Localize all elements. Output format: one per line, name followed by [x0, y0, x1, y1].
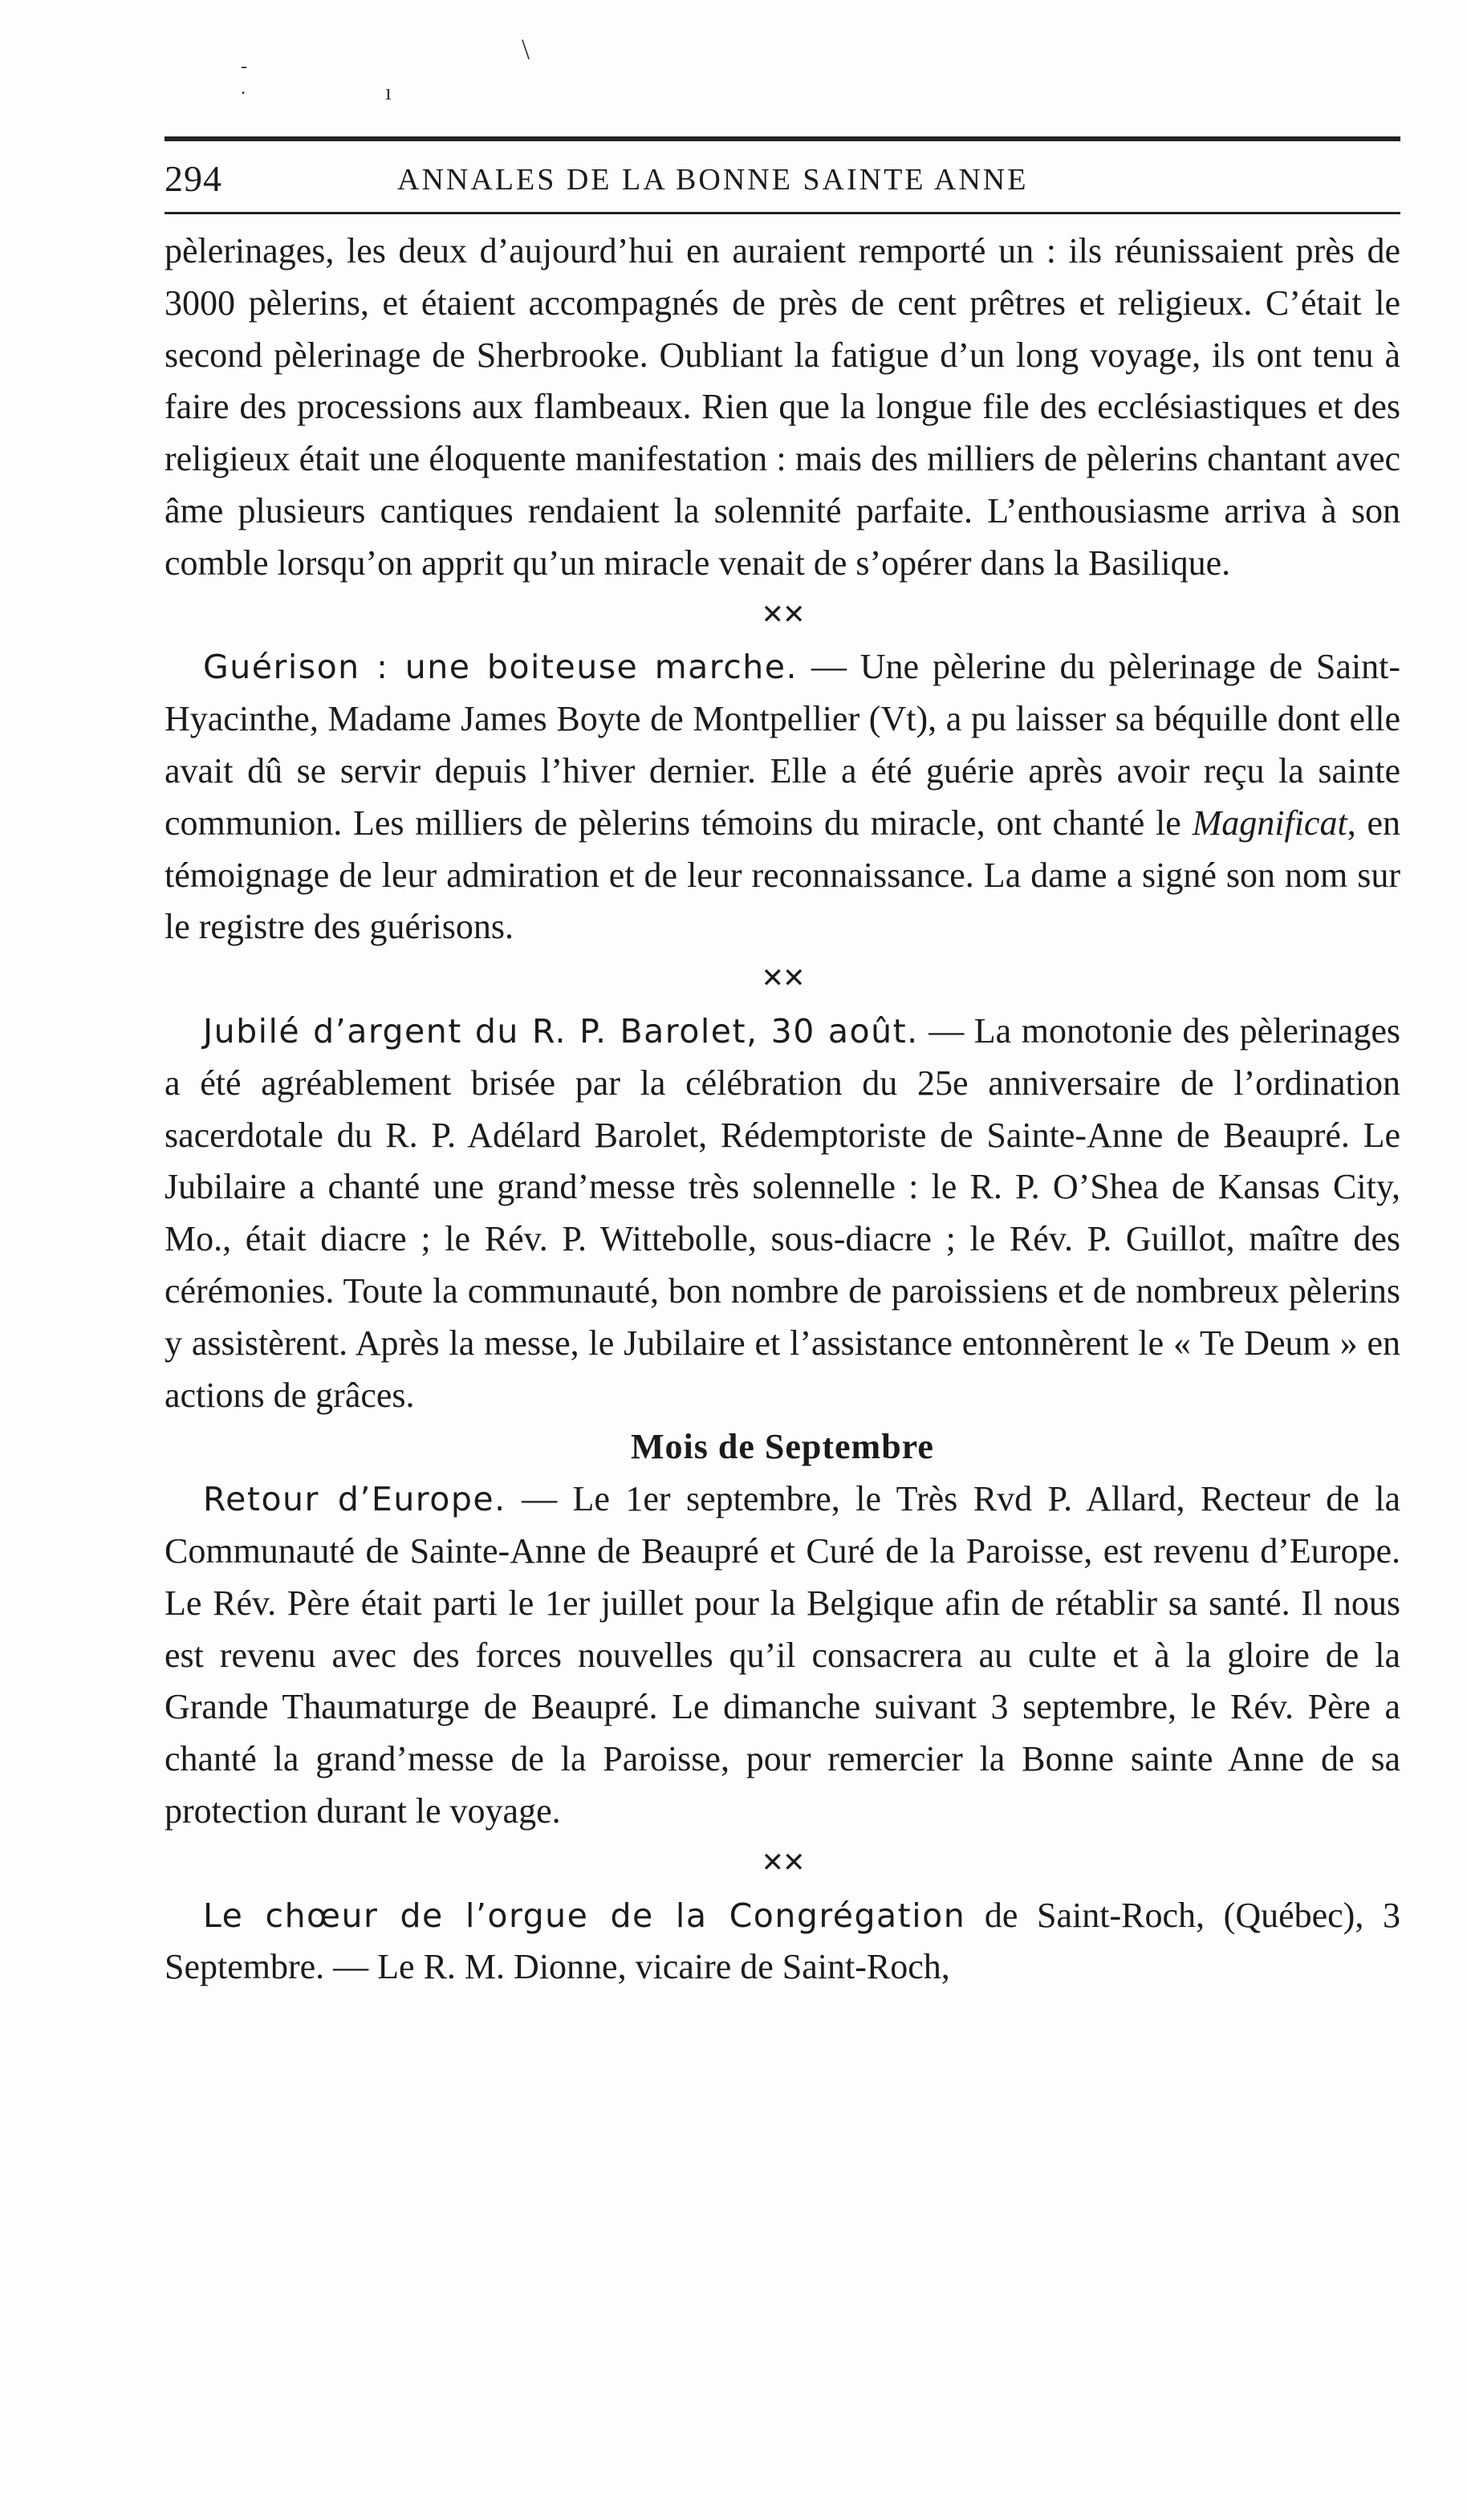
paragraph-lead-choeur: Le chœur de l’orgue de la Congrégation — [203, 1896, 966, 1935]
speck-mark: ı — [385, 80, 392, 105]
paragraph-guerison — [165, 641, 1400, 953]
paragraph-text: , en témoignage de leur admiration et de leur reconnaissance. La dame a signé son nom sur le registre des guérisons. — [165, 803, 1400, 947]
paragraph-text: — La monotonie des pèlerinages a été agréablement brisée par la célébration du 25e anniversaire de l’ordination sacerdotale du R. P. Adélard Barolet, Rédemptoriste de Sainte-Anne de Beaupré. Le Jubilaire a chanté une grand’messe très solennelle : le R. P. O’Shea de Kansas City, Mo., était diacre ; le Rév. P. Wittebolle, sous-diacre ; le Rév. P. Guillot, maître des cérémonies. Toute la communauté, bon nombre de paroissiens et de nombreux pèlerins y assistèrent. Après la messe, le Jubilaire et l’assistance entonnèrent le « Te Deum » en actions de grâces. — [165, 1010, 1400, 1415]
paragraph-lead-guerison: Guérison : une boiteuse marche. — [203, 648, 798, 687]
paragraph-choeur — [165, 1890, 1400, 1994]
speck-mark: \ — [522, 33, 530, 65]
ornament-divider: ✕✕ — [761, 600, 804, 630]
paragraph-text: de Saint-Roch, (Québec), 3 Septembre. — Le R. M. Dionne, vicaire de Saint-Roch, — [165, 1895, 1400, 1987]
header-rule-bottom — [165, 212, 1400, 214]
body-text — [165, 226, 1400, 1994]
paragraph-jubile — [165, 1006, 1400, 1421]
page — [165, 136, 1400, 1994]
ornament-divider: ✕✕ — [761, 964, 804, 994]
paragraph-text: — Une pèlerine du pèlerinage de Saint-Hyacinthe, Madame James Boyte de Montpellier (Vt), a pu laisser sa béquille dont elle avait dû se servir depuis l’hiver dernier. Elle a été guérie après avoir reçu la sainte communion. Les milliers de pèlerins témoins du miracle, ont chanté le — [165, 647, 1400, 843]
magnificat-italic: Magnificat — [1192, 803, 1347, 843]
ornament-divider: ✕✕ — [761, 1847, 804, 1878]
paragraph-text: — Le 1er septembre, le Très Rvd P. Allard, Recteur de la Communauté de Sainte-Anne de Beaupré et Curé de la Paroisse, est revenu d’Europe. Le Rév. Père était parti le 1er juillet pour la Belgique afin de rétablir sa santé. Il nous est revenu avec des forces nouvelles qu’il consacrera au culte et à la gloire de la Grande Thaumaturge de Beaupré. Le dimanche suivant 3 septembre, le Rév. Père a chanté la grand’messe de la Paroisse, pour remercier la Bonne sainte Anne de sa protection durant le voyage. — [165, 1479, 1400, 1831]
speck-mark: - . — [241, 56, 247, 99]
paragraph-sherbrooke: pèlerinages, les deux d’aujourd’hui en auraient remporté un : ils réunissaient près de 3000 pèlerins, et étaient accompagnés de près de cent prêtres et religieux. C’était le second pèlerinage de Sherbrooke. Oubliant la fatigue d’un long voyage, ils ont tenu à faire des processions aux flambeaux. Rien que la longue file des ecclésiastiques et des religieux était une éloquente manifestation : mais des milliers de pèlerins chantant avec âme plusieurs cantiques rendaient la solennité parfaite. L’enthousiasme arriva à son comble lorsqu’on apprit qu’un miracle venait de s’opérer dans la Basilique. — [165, 231, 1400, 583]
paragraph-lead-retour: Retour d’Europe. — [203, 1480, 506, 1519]
running-head: ANNALES DE LA BONNE SAINTE ANNE — [397, 163, 1029, 197]
section-heading: Mois de Septembre — [631, 1427, 934, 1467]
paragraph-lead-jubile: Jubilé d’argent du R. P. Barolet, 30 août. — [203, 1011, 919, 1051]
page-header — [165, 141, 1400, 212]
paragraph-retour — [165, 1473, 1400, 1838]
page-number: 294 — [165, 158, 222, 199]
